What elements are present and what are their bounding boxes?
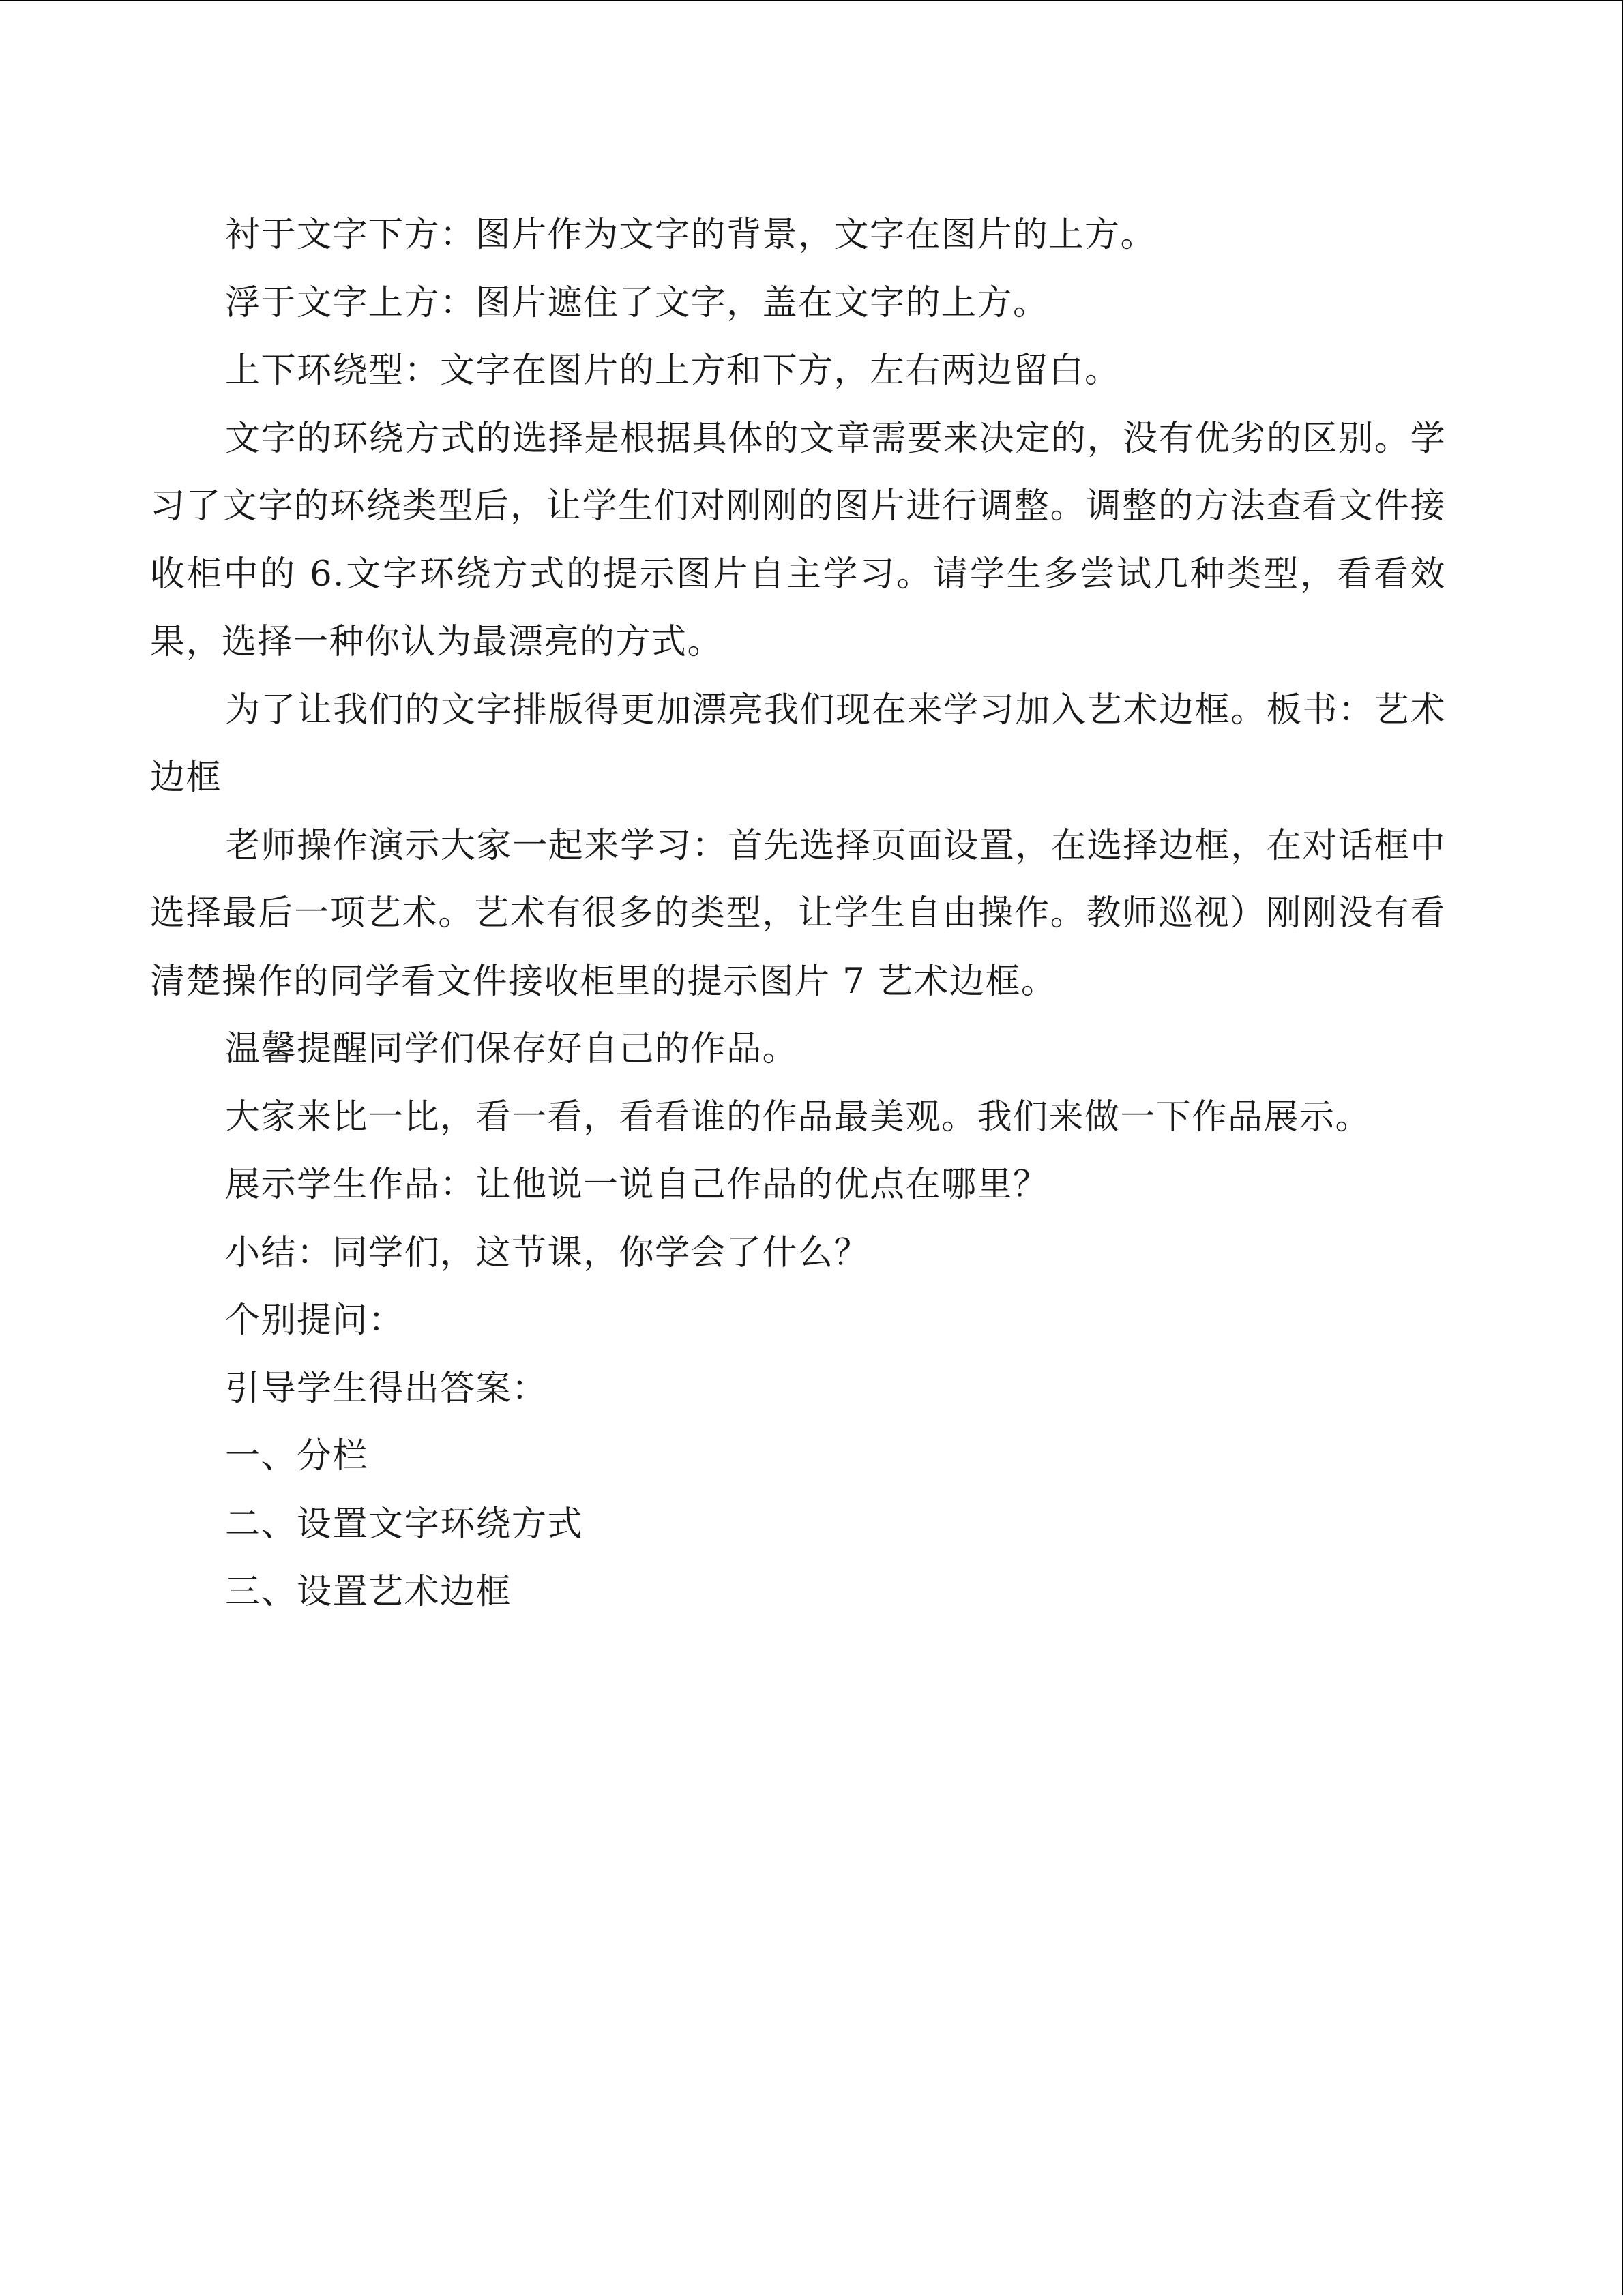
paragraph-compare: 大家来比一比，看一看，看看谁的作品最美观。我们来做一下作品展示。 [225,1097,1372,1137]
paragraph-individual-questions: 个别提问： [225,1300,404,1341]
paragraph-top-bottom-wrap: 上下环绕型：文字在图片的上方和下方，左右两边留白。 [225,351,1121,391]
paragraph-save-reminder: 温馨提醒同学们保存好自己的作品。 [225,1029,799,1069]
list-item-art-border: 三、设置艺术边框 [225,1572,512,1612]
paragraph-wrap-choice: 文字的环绕方式的选择是根据具体的文章需要来决定的，没有优劣的区别。学习了文字的环绕类型后，让学生们对刚刚的图片进行调整。调整的方法查看文件接收柜中的 6.文字环绕方式的提示图片自主学习。请学生多尝试几种类型，看看效果，选择一种你认为最漂亮的方式。 [150,418,1446,662]
list-item-text-wrap: 二、设置文字环绕方式 [225,1504,584,1545]
paragraph-showcase: 展示学生作品：让他说一说自己作品的优点在哪里？ [225,1165,1049,1205]
paragraph-art-border-intro: 为了让我们的文字排版得更加漂亮我们现在来学习加入艺术边框。板书：艺术边框 [150,689,1446,798]
paragraph-underlay-wrap: 衬于文字下方：图片作为文字的背景，文字在图片的上方。 [225,215,1157,255]
paragraph-overlay-wrap: 浮于文字上方：图片遮住了文字，盖在文字的上方。 [225,282,1049,323]
list-item-columns: 一、分栏 [225,1436,369,1476]
document-body [150,201,1446,1626]
paragraph-teacher-demo: 老师操作演示大家一起来学习：首先选择页面设置，在选择边框，在对话框中选择最后一项艺术。艺术有很多的类型，让学生自由操作。教师巡视）刚刚没有看清楚操作的同学看文件接收柜里的提示图片 7 艺术边框。 [150,825,1446,1002]
paragraph-summary: 小结：同学们，这节课，你学会了什么？ [225,1232,870,1273]
paragraph-guide-answers: 引导学生得出答案： [225,1368,548,1409]
